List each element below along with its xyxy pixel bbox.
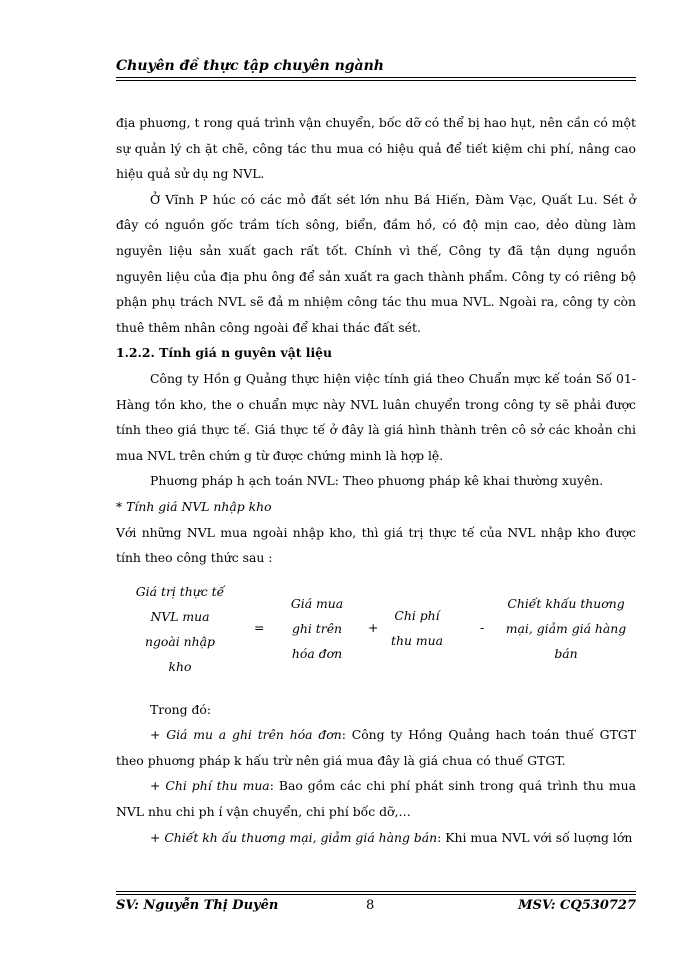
student-id: MSV: CQ530727 [518,898,636,913]
formula-equals: = [254,619,265,635]
paragraph-2: Ở Vĩnh P húc có các mỏ đất sét lớn nhu Bá Hiến, Đàm Vạc, Quất Lu. Sét ở đây có nguồn gốc trầm tích sông, biển, đầm hồ, có độ mịn cao, dẻo dùng làm nguyên liệu sản xuất gach rất tốt. Chính vì thế, Công ty đã tận dụng nguồn nguyên liệu của địa phu ông để sản xuất ra gach thành phẩm. Công ty có riêng bộ phận phụ trách NVL sẽ đả m nhiệm công tác thu mua NVL. Ngoài ra, công ty còn thuê thêm nhân công ngoài để khai thác đất sét. [116,191,636,335]
paragraph-8: + Chi phí thu mua: Bao gồm các chi phí phát sinh trong quá trình thu mua NVL nhu chi ph í vận chuyển, chi phí bốc dỡ,… [116,778,636,820]
header-rule-thick [116,77,636,78]
formula-minus: - [480,619,485,635]
document-body [116,110,636,850]
subheading: * Tính giá NVL nhập kho [116,498,272,514]
paragraph-4: Phuơng pháp h ạch toán NVL: Theo phuơng pháp kê khai thường xuyên. [150,473,604,489]
header-rule-thin [116,80,636,81]
student-name: SV: Nguyễn Thị Duyên [116,898,279,913]
paragraph-9: + Chiết kh ấu thuơng mại, giảm giá hàng bán: Khi mua NVL với số luợng lớn [150,829,633,845]
footer-rule-thin [116,891,636,892]
formula [116,579,636,691]
page-number: 8 [366,898,375,913]
term-purchase-price: + Giá mu a ghi trên hóa đơn [150,727,342,743]
section-heading: 1.2.2. Tính giá n guyên vật liệu [116,345,333,361]
formula-term-4: Chiết khấu thuơng mại, giảm giá hàng bán [505,595,627,661]
formula-plus: + [368,619,379,635]
paragraph-7: + Giá mu a ghi trên hóa đơn: Công ty Hồng Quảng hach toán thuế GTGT theo phuơng pháp k hấu trừ nên giá mua đây là giá chua có thuế GTGT. [116,727,636,768]
paragraph-3: Công ty Hồn g Quảng thực hiện việc tính giá theo Chuẩn mực kế toán Số 01- Hàng tồn kho, the o chuẩn mực này NVL luân chuyển trong công ty sẽ phải được tính theo giá thực tế. Giá thực tế ở đây là giá hình thành trên cô sở các khoản chi mua NVL trên chứn g từ được chứng minh là hợp lệ. [116,370,636,463]
paragraph-5: Với những NVL mua ngoài nhập kho, thì giá trị thực tế của NVL nhập kho được tính theo công thức sau : [116,524,636,566]
formula-term-2: Giá mua ghi trên hóa đơn [290,595,344,661]
paragraph-6: Trong đó: [150,701,212,717]
term-discount: + Chiết kh ấu thuơng mại, giảm giá hàng bán [150,829,438,845]
page-footer [116,898,636,918]
footer-rule-thick [116,894,636,895]
formula-term-3: Chi phí thu mua [391,607,443,648]
page-header: Chuyên đề thực tập chuyên ngành [116,58,384,74]
formula-term-1: Giá trị thực tế NVL mua ngoài nhập kho [135,583,225,674]
paragraph-1: địa phuơng, t rong quá trình vận chuyển, bốc dỡ có thể bị hao hụt, nên cần có một sự quản lý ch ặt chẽ, công tác thu mua có hiệu quả để tiết kiệm chi phí, nâng cao hiệu quả sử dụ ng NVL. [116,115,636,182]
term-purchase-cost: + Chi phí thu mua [150,778,270,794]
